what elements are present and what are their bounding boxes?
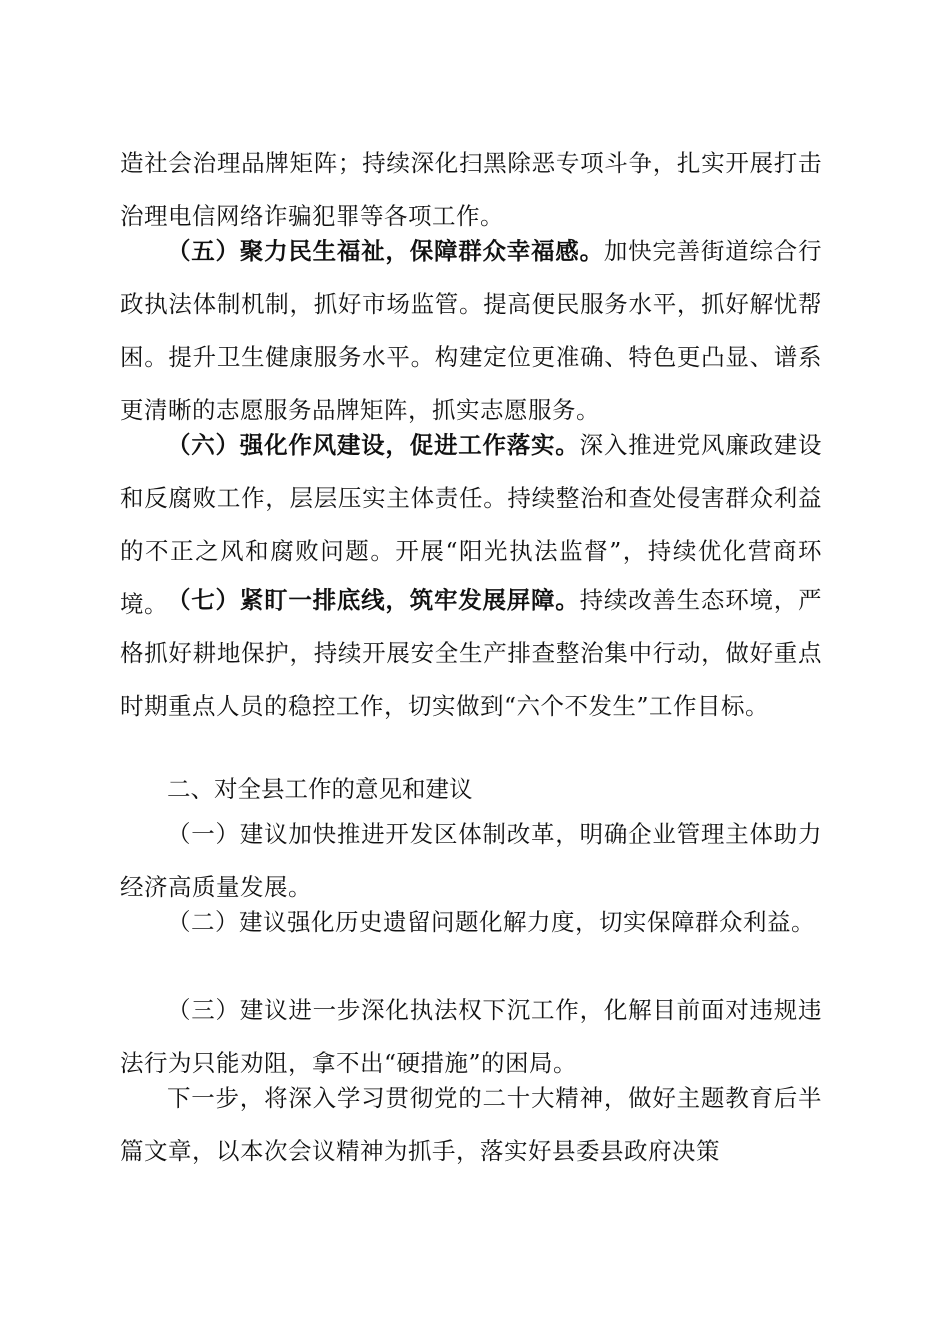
paragraph-text: 持续改善生态环境，严格抓好耕地保护，持续开展安全生产排查整治集中行动，做好重点时期重点人员的稳控工作，切实做到“六个不发生”工作目标。 [120, 586, 823, 720]
paragraph-text: 造社会治理品牌矩阵；持续深化扫黑除恶专项斗争，扎实开展打击治理电信网络诈骗犯罪等各项工作。 [120, 149, 822, 230]
section-heading: 二、对全县工作的意见和建议 [167, 775, 473, 803]
closing-paragraph: 下一步，将深入学习贯彻党的二十大精神，做好主题教育后半篇文章，以本次会议精神为抓手，落实好县委县政府决策 [120, 1084, 822, 1165]
paragraph-item-7 [120, 574, 822, 733]
suggestion-2: （二）建议强化历史遗留问题化解力度，切实保障群众利益。 [167, 908, 815, 936]
suggestion-1: （一）建议加快推进开发区体制改革，明确企业管理主体助力经济高质量发展。 [120, 820, 822, 901]
paragraph-lead: （六）强化作风建设，促进工作落实。 [167, 431, 580, 459]
suggestion-3: （三）建议进一步深化执法权下沉工作，化解目前面对违规违法行为只能劝阻，拿不出“硬措施”的困局。 [120, 996, 822, 1077]
paragraph-item-5 [120, 225, 822, 437]
paragraph-text: 深入推进党风廉政建设和反腐败工作，层层压实主体责任。持续整治和查处侵害群众利益的不正之风和腐败问题。开展“阳光执法监督”，持续优化营商环境。 [120, 431, 823, 618]
paragraph-lead: （七）紧盯一排底线，筑牢发展屏障。 [167, 586, 580, 614]
paragraph-text: 加快完善街道综合行政执法体制机制，抓好市场监管。提高便民服务水平，抓好解忧帮困。提升卫生健康服务水平。构建定位更准确、特色更凸显、谱系更清晰的志愿服务品牌矩阵，抓实志愿服务。 [120, 237, 823, 424]
paragraph-lead: （五）聚力民生福祉，保障群众幸福感。 [167, 237, 604, 265]
